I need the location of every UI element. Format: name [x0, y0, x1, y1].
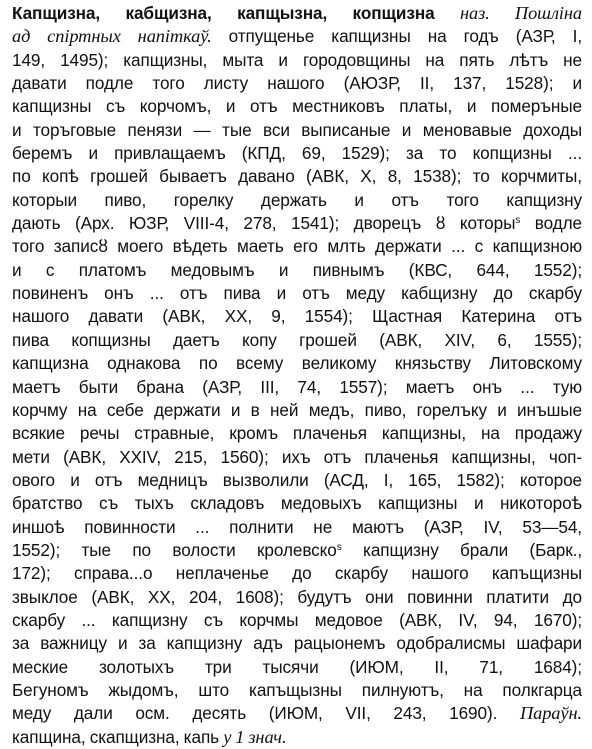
entry-line — [12, 2, 582, 25]
entry-label: наз. Пошліна — [459, 3, 582, 23]
dictionary-entry — [12, 2, 582, 749]
superscript-mark: s — [515, 215, 521, 227]
entry-line-text: 1552); тые по волости кролевско — [12, 539, 337, 560]
entry-line: того записȣ моего вѣдеть маеть его млть держати ... с капщизною — [12, 236, 582, 257]
entry-line: ового и отъ медницъ вызволили (АСД, I, 165, 1582); которое — [12, 469, 582, 490]
entry-line: скарбу ... капщизну съ корчмы медовое (АВК, IV, 94, 1670); — [12, 609, 582, 630]
entry-line: мети (АВК, XXIV, 215, 1560); ихъ отъ плаченья капщизны, чоп- — [12, 446, 582, 467]
entry-line: беремъ и привлащаемъ (КПД, 69, 1529); за то копщизны ... — [12, 143, 582, 164]
entry-line: меские золотыхъ три тысячи (ИЮМ, II, 71, 1684); — [12, 656, 582, 677]
entry-line — [12, 726, 582, 749]
entry-line: маетъ быти брана (АЗР, III, 74, 1557); маетъ онъ ... тую — [12, 376, 582, 397]
entry-line-text: водле — [520, 213, 582, 234]
entry-line: звыклое (АВК, XX, 204, 1608); будутъ они повинни платити до — [12, 586, 582, 607]
entry-line-text: отпущенье капщизны на годъ (АЗР, І, — [211, 26, 582, 47]
entry-line — [12, 25, 582, 48]
entry-line — [12, 212, 582, 235]
entry-line: капщизна однакова по всему великому князьству Литовскому — [12, 353, 582, 374]
entry-line: за важницу и за капщизну адъ рацыонемъ одобралисмы шафари — [12, 633, 582, 654]
superscript-mark: s — [336, 541, 342, 553]
entry-line: 172); справа...о неплаченье до скарбу нашого капъщизны — [12, 563, 582, 584]
entry-line — [12, 539, 582, 562]
entry-line: давати подле того листу нашого (АЮЗР, II, 137, 1528); и — [12, 73, 582, 94]
entry-line: корчму на себе держати и в ней медъ, пиво, горелъку и инъшые — [12, 399, 582, 420]
entry-line: всякие речы стравные, кромъ плаченья капщизны, на продажу — [12, 423, 582, 444]
entry-line: которыи пиво, горелку держать и отъ того капщизну — [12, 189, 582, 210]
entry-line: нашого давати (АВК, XX, 9, 1554); Щастная Катерина отъ — [12, 306, 582, 327]
entry-line — [12, 702, 582, 725]
entry-line: Бегуномъ жыдомъ, што капъщызны пилнуютъ, на полкгарца — [12, 679, 582, 700]
entry-line: братство съ тыхъ складовъ медовыхъ капщизны и никотороѣ — [12, 493, 582, 514]
entry-line: пива копщизны даетъ копу грошей (АВК, XIV, 6, 1555); — [12, 329, 582, 350]
cross-reference-words: капщина, скапщизна, капь — [12, 726, 224, 747]
entry-headword: Капщизна, кабщизна, капщызна, копщизна — [12, 3, 435, 23]
entry-line-text: дають (Арх. ЮЗР, VIII-4, 278, 1541); дворецъ ȣ которы — [12, 213, 516, 234]
entry-line: и с платомъ медовымъ и пивнымъ (КВС, 644, 1552); — [12, 259, 582, 280]
meaning-count: у 1 знач. — [223, 726, 287, 747]
entry-line: 149, 1495); капщизны, мыта и городовщины на пять лѣтъ не — [12, 49, 582, 70]
entry-definition: ад спіртных напіткаў. — [12, 26, 212, 47]
entry-line: и торъговые пенязи — тые вси выписаные и меновавые доходы — [12, 119, 582, 140]
entry-line: повиненъ онъ ... отъ пива и отъ меду кабщизну до скарбу — [12, 283, 582, 304]
entry-line: капщизны съ корчомъ, и отъ местниковъ платы, и померъные — [12, 96, 582, 117]
entry-line: иншоѣ повинности ... полнити не маютъ (АЗР, IV, 53—54, — [12, 516, 582, 537]
entry-line-text: капщизну брали (Барк., — [341, 539, 582, 560]
entry-line-text: меду дали осм. десять (ИЮМ, VII, 243, 1690). — [12, 703, 498, 724]
cross-reference-label: Параўн. — [519, 703, 582, 724]
entry-line: по копѣ грошей бываетъ давано (АВК, X, 8, 1538); то корчмиты, — [12, 166, 582, 187]
